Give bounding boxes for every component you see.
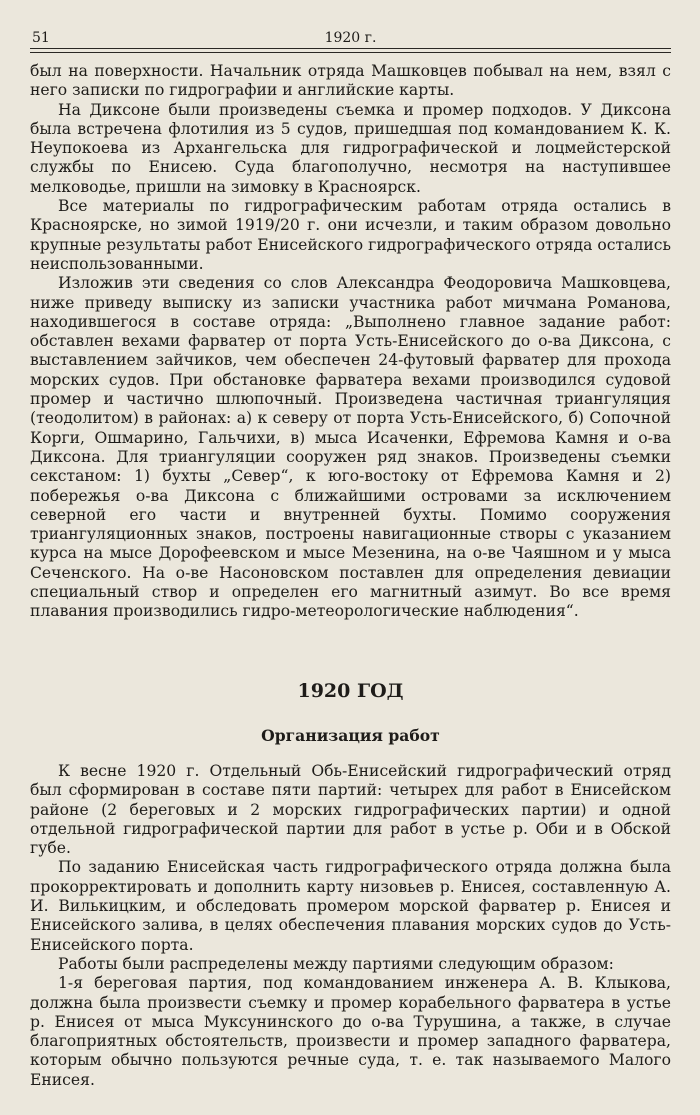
paragraph: К весне 1920 г. Отдельный Обь-Енисейский гидрографический отряд был сформирован в составе пяти партий: четырех для работ в Енисейском районе (2 береговых и 2 морских гидрографических партии) и одной отдельной гидрографической партии для работ в устье р. Оби и в Обской губе. bbox=[30, 762, 671, 858]
subsection-heading: Организация работ bbox=[261, 726, 440, 745]
paragraph: Все материалы по гидрографическим работам отряда остались в Красноярске, но зимой 1919/20 г. они исчезли, и таким образом довольно крупные результаты работ Енисейского гидрографического отряда остались неиспользованными. bbox=[30, 197, 671, 273]
running-header bbox=[30, 28, 671, 49]
text-block-top bbox=[30, 62, 671, 622]
paragraph: Изложив эти сведения со слов Александра Феодоровича Машковцева, ниже приведу выписку из записки участника работ мичмана Романова, находившегося в составе отряда: „Выполнено главное задание работ: обставлен вехами фарватер от порта Усть-Енисейского до о-ва Диксона, с выставлением зайчиков, чем обеспечен 24-футовый фарватер для прохода морских судов. При обстановке фарватера вехами производился судовой промер и частично шлюпочный. Произведена частичная триангуляция (теодолитом) в районах: а) к северу от порта Усть-Енисейского, б) Сопочной Корги, Ошмарино, Гальчихи, в) мыса Исаченки, Ефремова Камня и о-ва Диксона. Для триангуляции сооружен ряд знаков. Произведены съемки секстаном: 1) бухты „Север“, к юго-востоку от Ефремова Камня и 2) побережья о-ва Диксона с ближайшими островами за исключением северной его части и внутренней бухты. Помимо сооружения триангуляционных знаков, построены навигационные створы с указанием курса на мысе Дорофеевском и мысе Мезенина, на о-ве Чаяшном и у мыса Сеченского. На о-ве Насоновском поставлен для определения девиации специальный створ и определен его магнитный азимут. Во все время плавания производились гидро-метеорологические наблюдения“. bbox=[30, 274, 671, 621]
paragraph: На Диксоне были произведены съемка и промер подходов. У Диксона была встречена флотилия из 5 судов, пришедшая под командованием К. К. Неупокоева из Архангельска для гидрографической и лоцмейстерской службы по Енисею. Суда благополучно, несмотря на наступившее мелководье, пришли на зимовку в Красноярск. bbox=[30, 100, 671, 196]
paragraph: Работы были распределены между партиями следующим образом: bbox=[58, 954, 614, 973]
running-title: 1920 г. bbox=[324, 30, 377, 46]
paragraph: был на поверхности. Начальник отряда Машковцев побывал на нем, взял с него записки по гидрографии и английские карты. bbox=[30, 62, 671, 100]
paragraph: По заданию Енисейская часть гидрографического отряда должна была прокорректировать и дополнить карту низовьев р. Енисея, составленную А. И. Вилькицким, и обследовать промером морской фарватер р. Енисея и Енисейского залива, в целях обеспечения плавания морских судов до Усть-Енисейского порта. bbox=[30, 858, 671, 954]
section-heading: 1920 ГОД bbox=[297, 680, 404, 702]
paragraph: 1-я береговая партия, под командованием инженера А. В. Клыкова, должна была произвести съемку и промер корабельного фарватера в устье р. Енисея от мыса Муксунинского до о-ва Турушина, а также, в случае благоприятных обстоятельств, произвести и промер западного фарватера, которым обычно пользуются речные суда, т. е. так называемого Малого Енисея. bbox=[30, 974, 671, 1089]
page-number: 51 bbox=[32, 30, 50, 46]
text-block-bottom bbox=[30, 762, 671, 1090]
